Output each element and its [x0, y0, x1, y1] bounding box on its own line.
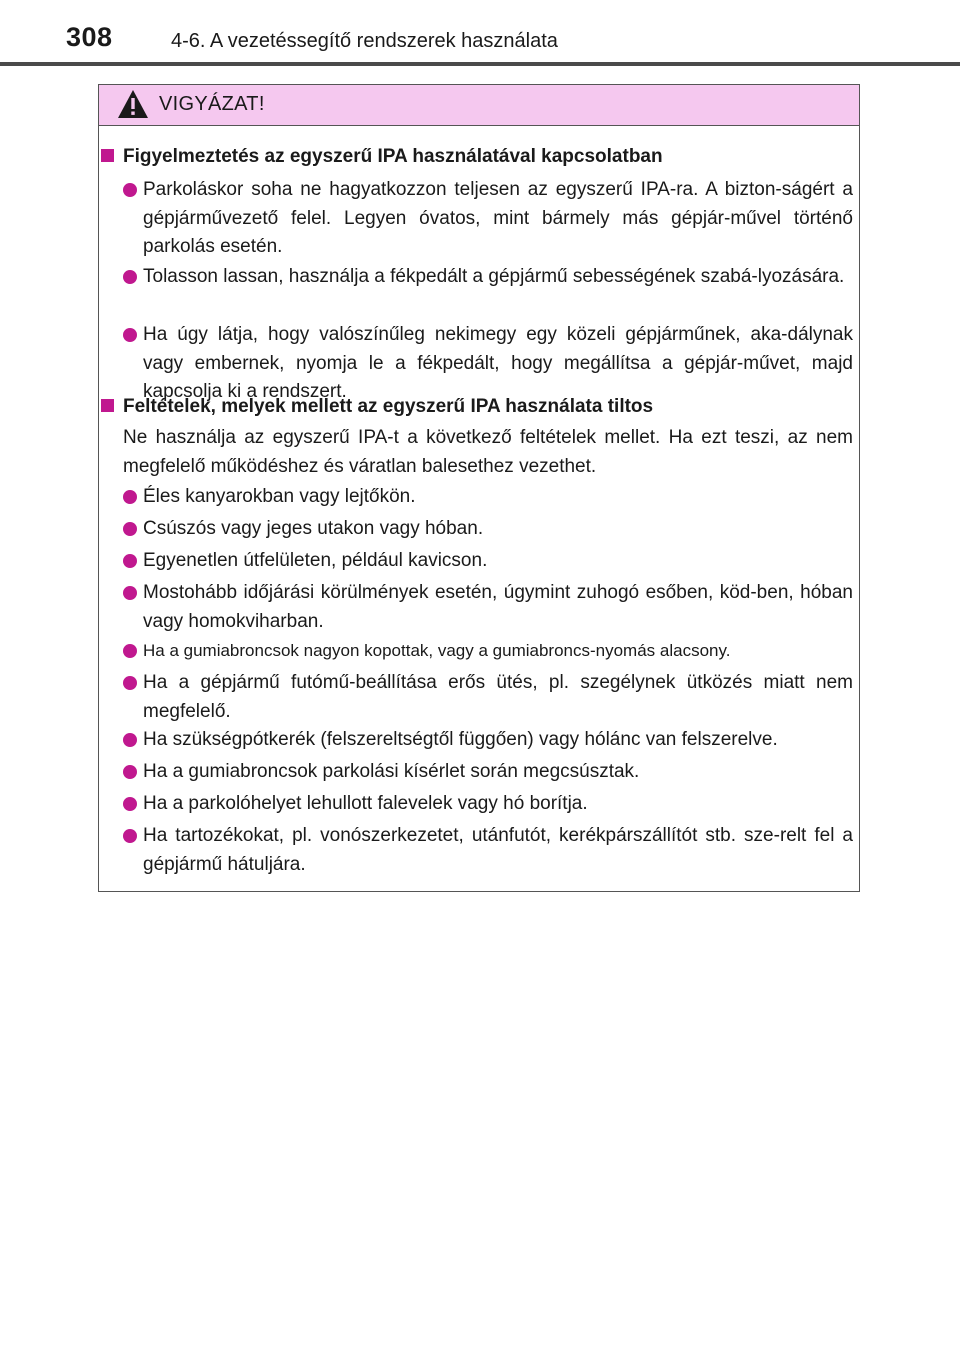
square-bullet-icon — [101, 149, 114, 162]
list-item — [123, 547, 853, 576]
round-bullet-icon — [123, 328, 137, 342]
list-item — [123, 726, 853, 755]
round-bullet-icon — [123, 797, 137, 811]
list-item — [123, 483, 853, 512]
round-bullet-icon — [123, 183, 137, 197]
round-bullet-icon — [123, 270, 137, 284]
round-bullet-icon — [123, 676, 137, 690]
list-item-text: Egyenetlen útfelületen, például kavicson. — [143, 550, 488, 571]
round-bullet-icon — [123, 644, 137, 658]
list-item — [123, 758, 853, 787]
header-rule — [0, 62, 960, 66]
round-bullet-icon — [123, 765, 137, 779]
square-bullet-icon — [101, 399, 114, 412]
list-item-text: Ha tartozékokat, pl. vonószerkezetet, utánfutót, kerékpárszállítót stb. sze-relt fel a gépjármű hátuljára. — [143, 825, 853, 875]
list-item — [123, 790, 853, 819]
caution-header — [99, 85, 859, 126]
round-bullet-icon — [123, 733, 137, 747]
list-item — [123, 321, 853, 407]
caution-box — [98, 84, 860, 892]
section-heading-prohibited-conditions — [101, 396, 653, 418]
list-item — [123, 263, 853, 292]
list-item-text: Parkoláskor soha ne hagyatkozzon teljesen az egyszerű IPA-ra. A bizton-ságért a gépjárművezető felel. Legyen óvatos, mint bármely más gépjár-művel történő parkolás esetén. — [143, 179, 853, 257]
section-title: 4-6. A vezetéssegítő rendszerek használata — [171, 30, 558, 52]
caution-title: VIGYÁZAT! — [159, 93, 265, 115]
list-item-text: Ha szükségpótkerék (felszereltségtől függően) vagy hólánc van felszerelve. — [143, 729, 778, 750]
warning-triangle-icon — [117, 89, 149, 119]
page-number: 308 — [66, 22, 113, 52]
list-item — [123, 579, 853, 636]
list-item — [123, 669, 853, 726]
list-item-text: Ha a gumiabroncsok parkolási kísérlet során megcsúsztak. — [143, 761, 640, 782]
list-item — [123, 176, 853, 262]
section-heading-text: Feltételek, melyek mellett az egyszerű IPA használata tiltos — [123, 396, 654, 417]
list-item — [123, 822, 853, 879]
list-item — [123, 515, 853, 544]
list-item-text: Ha úgy látja, hogy valószínűleg nekimegy egy közeli gépjárműnek, aka-dálynak vagy embernek, nyomja le a fékpedált, hogy megállítsa a gépjár-művet, majd kapcsolja ki a rendszert. — [143, 324, 853, 402]
round-bullet-icon — [123, 522, 137, 536]
list-item-text: Csúszós vagy jeges utakon vagy hóban. — [143, 518, 484, 539]
list-item-text: Ha a parkolóhelyet lehullott falevelek vagy hó borítja. — [143, 793, 588, 814]
round-bullet-icon — [123, 490, 137, 504]
section-intro: Ne használja az egyszerű IPA-t a következő feltételek mellet. Ha ezt teszi, az nem megfelelő működéshez és váratlan balesethez vezethet. — [123, 427, 853, 477]
list-item — [123, 637, 853, 666]
round-bullet-icon — [123, 554, 137, 568]
list-item-text: Éles kanyarokban vagy lejtőkön. — [143, 486, 416, 507]
round-bullet-icon — [123, 586, 137, 600]
round-bullet-icon — [123, 829, 137, 843]
section-heading-text: Figyelmeztetés az egyszerű IPA használatával kapcsolatban — [123, 146, 663, 167]
list-item-text: Ha a gépjármű futómű-beállítása erős ütés, pl. szegélynek ütközés miatt nem megfelelő. — [143, 672, 853, 722]
section-heading-ipa-warning — [101, 146, 663, 168]
list-item-text: Tolasson lassan, használja a fékpedált a gépjármű sebességének szabá-lyozására. — [143, 266, 845, 287]
page-header — [0, 0, 960, 70]
list-item-text: Ha a gumiabroncsok nagyon kopottak, vagy a gumiabroncs-nyomás alacsony. — [143, 641, 731, 660]
list-item-text: Mostohább időjárási körülmények esetén, úgymint zuhogó esőben, köd-ben, hóban vagy homokviharban. — [143, 582, 853, 632]
